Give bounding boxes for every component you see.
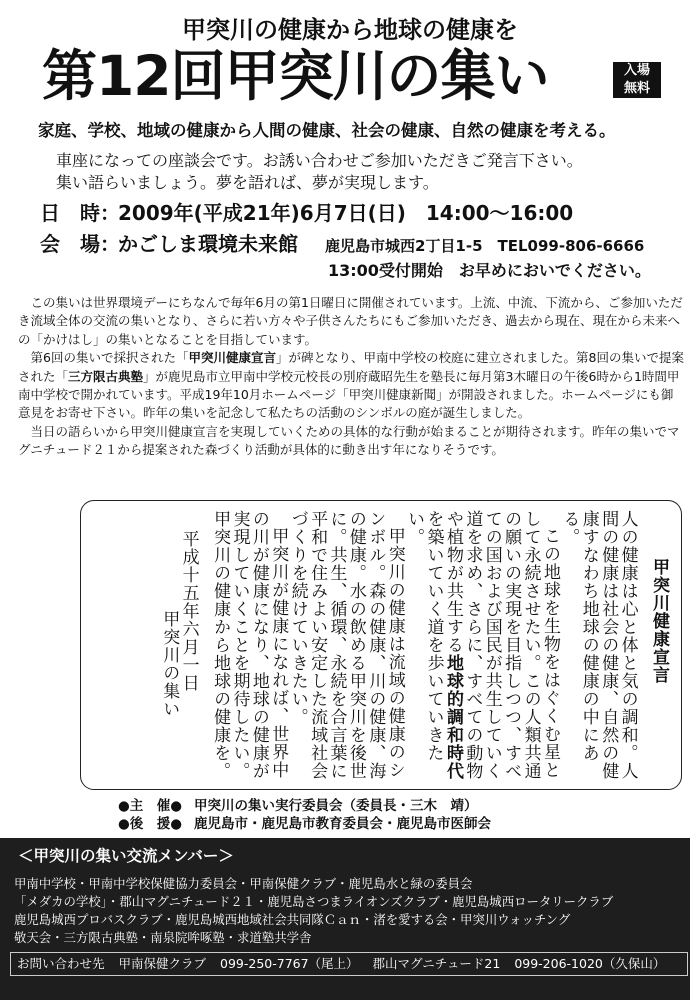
member-line: 甲南中学校・甲南中学校保健協力委員会・甲南保健クラブ・鹿児島水と緑の委員会 [14, 876, 473, 891]
contact-label: お問い合わせ先 [17, 956, 105, 971]
date-row [40, 200, 573, 226]
body-text [18, 294, 684, 460]
school-name: 三方限古典塾 [68, 368, 144, 384]
intro-line-1: 車座になっての座談会です。お誘い合わせご参加いただきご発言下さい。 [56, 151, 583, 170]
support-label: ●後 援● [118, 816, 183, 832]
badge-line-2: 無料 [623, 81, 650, 96]
body-paragraph-1: この集いは世界環境デーにちなんで毎年6月の第1日曜日に開催されています。上流、中流、下流から、ご参加いただき流域全体の交流の集いとなり、さらに若い方々や子供さんたちにもご参加いただき、過去から現在、現在から未来への「かけはし」の集いとなることを目指しています。 [18, 295, 683, 347]
member-line: 敬天会・三方限古典塾・南泉院哞啄塾・求道塾共学舎 [14, 930, 312, 945]
contact-tel-1: 099-250-7767（尾上） [220, 956, 359, 971]
declaration-para-3: 甲突川の健康は流域の健康のシンボル。森の健康、川の健康、海の健康。水の飲める甲突川を後世に。共生、循環、永続を合言葉に平和で住みよい安定した流域社会づくりを続けていきたい。 [287, 510, 405, 780]
reception-note: 13:00受付開始 お早めにおいでください。 [328, 261, 651, 280]
body-paragraph-2: 第6回の集いで採択された「甲突川健康宣言」が碑となり、甲南中学校の校庭に建立されました。第8回の集いで提案された「三方限古典塾」が鹿児島市立甲南中学校元校長の別府蔵昭先生を塾長に毎月第3木曜日の午後6時から1時間甲南中学校で開かれています。平成19年10月ホームページ「甲突川健康新聞」が開設されました。ホームページにも御意見をお寄せ下さい。昨年の集いを記念して私たちの活動のシンボルの庭が誕生しました。 [18, 350, 684, 421]
member-line: 「メダカの学校」・郡山マグニチュード２１・鹿児島さつまライオンズクラブ・鹿児島城西ロータリークラブ [14, 894, 614, 909]
free-admission-badge [613, 62, 661, 98]
declaration-text [88, 510, 668, 782]
host-row [118, 794, 478, 814]
tagline: 家庭、学校、地域の健康から人間の健康、社会の健康、自然の健康を考える。 [38, 121, 616, 140]
date-label: 日 時： [40, 201, 120, 225]
venue-address: 鹿児島市城西2丁目1-5 TEL099-806-6666 [324, 237, 645, 255]
contact-box [10, 952, 688, 976]
support-row [118, 812, 491, 832]
declaration-para-4: 甲突川が健康になれば、世界中の川が健康になり、地球の健康が実現していくことを期待したい。甲突川の健康から地球の健康を。 [210, 510, 289, 780]
contact-tel-2: 099-206-1020（久保山） [514, 956, 666, 971]
declaration-date: 平成十五年六月一日 [178, 530, 199, 692]
body-paragraph-3: 当日の語らいから甲突川健康宣言を実現していくための具体的な行動が始まることが期待されます。昨年の集いでマグニチュード２１から提案された森づくり活動が具体的に動き出す年になりそうです。 [18, 423, 680, 458]
declaration-para-1: 人の健康は心と体と気の調和。人間の健康は社会の健康、自然の健康すなわち地球の健康の中にある。 [559, 510, 638, 780]
subtitle: 甲突川の健康から地球の健康を [182, 16, 518, 44]
intro-line-2: 集い語らいましょう。夢を語れば、夢が実現します。 [56, 173, 439, 192]
contact-org-2: 郡山マグニチュード21 [372, 956, 501, 971]
venue-row [40, 231, 644, 257]
member-line: 鹿児島城西プロバスクラブ・鹿児島城西地域社会共同隊Ｃａｎ・渚を愛する会・甲突川ウォッチング [14, 912, 571, 927]
declaration-title: 甲突川健康宣言 [649, 558, 669, 684]
declaration-signer: 甲突川の集い [159, 610, 180, 718]
members-header: ＜甲突川の集い交流メンバー＞ [18, 847, 234, 865]
host-label: ●主 催● [118, 798, 183, 814]
badge-line-1: 入場 [623, 63, 650, 78]
page-title: 第12回甲突川の集い [42, 44, 549, 108]
venue-value: かごしま環境未来館 [118, 232, 298, 256]
declaration-para-2: この地球を生物をはぐくむ星として永続させたい。この人類共通の願いの実現を目指しつつ、すべての国および国民が共生していく道を求め、さらに、すべての動物や植物が共生する地球的調和時代を築いていく道を歩いていきたい。 [404, 510, 560, 780]
date-value: 2009年(平成21年)6月7日(日) 14:00〜16:00 [118, 201, 574, 225]
support-value: 鹿児島市・鹿児島市教育委員会・鹿児島市医師会 [194, 816, 491, 832]
host-value: 甲突川の集い実行委員会（委員長・三木 靖） [194, 798, 478, 814]
declaration-name: 甲突川健康宣言 [188, 350, 276, 366]
contact-org-1: 甲南保健クラブ [118, 956, 207, 971]
venue-label: 会 場： [40, 232, 120, 256]
